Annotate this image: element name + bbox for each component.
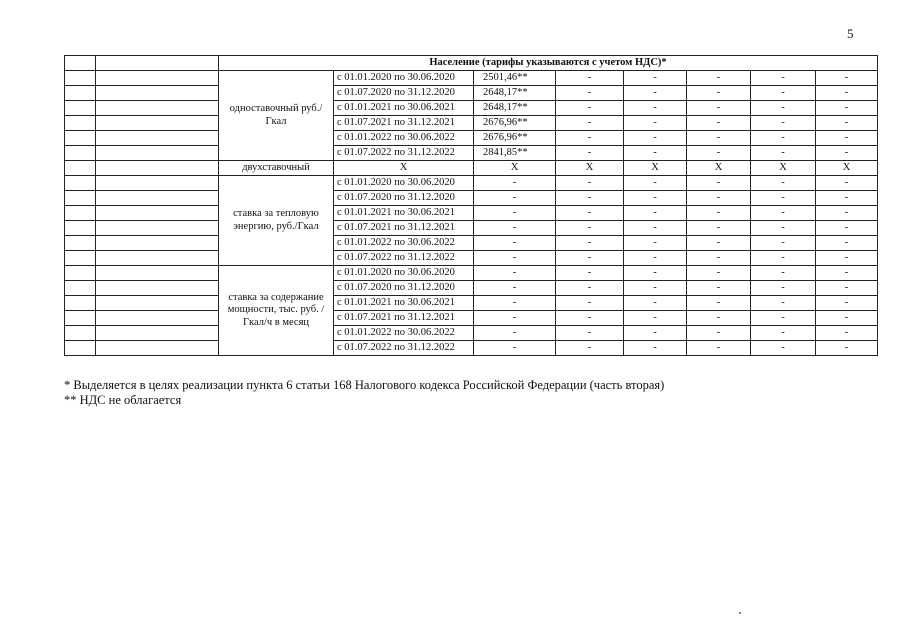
table-cell: -	[556, 146, 624, 161]
period-cell: с 01.01.2020 по 30.06.2020	[334, 71, 474, 86]
table-cell: -	[624, 131, 687, 146]
tariff-value-cell: 2676,96**	[474, 131, 556, 146]
table-cell: -	[816, 326, 878, 341]
table-cell: -	[624, 251, 687, 266]
category-label: ставка за содержание мощности, тыс. руб. /Гкал/ч в месяц	[219, 266, 334, 356]
table-row	[65, 146, 878, 161]
table-cell-blank	[96, 131, 219, 146]
tariff-value-cell: 2648,17**	[474, 101, 556, 116]
table-row	[65, 116, 878, 131]
footnote: * Выделяется в целях реализации пункта 6 статьи 168 Налогового кодекса Российской Федерации (часть вторая)	[64, 378, 665, 392]
table-cell: X	[816, 161, 878, 176]
category-label: двухставочный	[219, 161, 334, 176]
table-cell-blank	[65, 101, 96, 116]
table-cell: -	[816, 146, 878, 161]
table-cell: -	[556, 296, 624, 311]
period-cell: с 01.07.2020 по 31.12.2020	[334, 281, 474, 296]
period-cell: с 01.07.2021 по 31.12.2021	[334, 221, 474, 236]
table-cell-blank	[96, 206, 219, 221]
table-cell: -	[624, 116, 687, 131]
table-cell: -	[687, 116, 751, 131]
tariff-value-cell: -	[474, 296, 556, 311]
table-cell: -	[687, 131, 751, 146]
table-cell: -	[816, 221, 878, 236]
table-cell: -	[687, 71, 751, 86]
table-cell-blank	[65, 116, 96, 131]
table-row	[65, 236, 878, 251]
tariff-table-body	[65, 56, 878, 356]
table-cell: -	[556, 131, 624, 146]
period-cell: с 01.01.2022 по 30.06.2022	[334, 326, 474, 341]
table-cell: -	[816, 86, 878, 101]
table-cell-blank	[65, 191, 96, 206]
table-cell: -	[816, 341, 878, 356]
table-row	[65, 326, 878, 341]
table-cell: X	[556, 161, 624, 176]
table-cell: -	[687, 176, 751, 191]
period-cell: с 01.07.2022 по 31.12.2022	[334, 146, 474, 161]
table-cell-blank	[65, 281, 96, 296]
period-cell: с 01.07.2020 по 31.12.2020	[334, 86, 474, 101]
table-cell: -	[687, 86, 751, 101]
table-cell: -	[816, 236, 878, 251]
table-cell: -	[751, 266, 816, 281]
table-cell: -	[556, 176, 624, 191]
table-cell-blank	[65, 251, 96, 266]
table-cell: -	[624, 326, 687, 341]
period-cell: с 01.07.2020 по 31.12.2020	[334, 191, 474, 206]
table-cell: -	[751, 191, 816, 206]
table-cell: -	[751, 281, 816, 296]
table-cell: -	[556, 326, 624, 341]
table-cell: -	[556, 71, 624, 86]
table-cell: -	[751, 296, 816, 311]
table-row	[65, 281, 878, 296]
table-cell: -	[687, 206, 751, 221]
tariff-value-cell: 2841,85**	[474, 146, 556, 161]
table-cell-blank	[96, 251, 219, 266]
table-cell: -	[687, 326, 751, 341]
table-cell: -	[687, 266, 751, 281]
period-cell: с 01.07.2022 по 31.12.2022	[334, 341, 474, 356]
table-cell: -	[816, 71, 878, 86]
period-cell: с 01.01.2021 по 30.06.2021	[334, 206, 474, 221]
table-row	[65, 86, 878, 101]
table-cell-blank	[96, 236, 219, 251]
table-cell-blank	[96, 311, 219, 326]
table-cell-blank	[96, 221, 219, 236]
table-cell: -	[624, 176, 687, 191]
table-cell: -	[687, 296, 751, 311]
period-cell: с 01.01.2021 по 30.06.2021	[334, 296, 474, 311]
table-cell-blank	[65, 311, 96, 326]
period-cell: с 01.07.2021 по 31.12.2021	[334, 116, 474, 131]
table-cell: -	[624, 311, 687, 326]
table-row	[65, 176, 878, 191]
table-row	[65, 191, 878, 206]
table-cell: -	[556, 311, 624, 326]
table-cell: -	[816, 311, 878, 326]
table-cell-blank	[65, 146, 96, 161]
table-cell-blank	[96, 116, 219, 131]
table-cell-blank	[96, 176, 219, 191]
table-cell-blank	[96, 101, 219, 116]
table-cell-blank	[65, 341, 96, 356]
table-cell: -	[687, 341, 751, 356]
period-cell: с 01.07.2022 по 31.12.2022	[334, 251, 474, 266]
table-header-row	[65, 56, 878, 71]
table-cell-blank	[96, 296, 219, 311]
table-cell: -	[624, 191, 687, 206]
table-cell: -	[556, 266, 624, 281]
table-cell: -	[816, 251, 878, 266]
table-cell-blank	[65, 71, 96, 86]
table-cell: -	[624, 266, 687, 281]
table-cell: -	[751, 326, 816, 341]
table-cell: -	[624, 86, 687, 101]
table-cell: -	[687, 221, 751, 236]
footnotes	[64, 378, 664, 408]
table-cell: -	[624, 221, 687, 236]
period-cell: с 01.01.2022 по 30.06.2022	[334, 236, 474, 251]
table-cell-blank	[65, 131, 96, 146]
table-cell: -	[816, 101, 878, 116]
table-cell: -	[751, 311, 816, 326]
table-cell: -	[556, 86, 624, 101]
table-cell-blank	[65, 236, 96, 251]
period-cell: с 01.01.2020 по 30.06.2020	[334, 266, 474, 281]
tariff-value-cell: -	[474, 191, 556, 206]
table-row-two-part	[65, 161, 878, 176]
table-cell: -	[816, 281, 878, 296]
table-cell: -	[556, 221, 624, 236]
page-number: 5	[847, 26, 854, 41]
table-cell: -	[556, 341, 624, 356]
table-cell-blank	[65, 176, 96, 191]
table-cell: -	[556, 101, 624, 116]
table-cell: -	[751, 236, 816, 251]
table-cell: -	[751, 341, 816, 356]
table-row	[65, 101, 878, 116]
table-row	[65, 311, 878, 326]
table-row	[65, 221, 878, 236]
period-cell: с 01.01.2020 по 30.06.2020	[334, 176, 474, 191]
table-cell: -	[687, 281, 751, 296]
table-cell-blank	[96, 341, 219, 356]
table-cell-blank	[65, 296, 96, 311]
tariff-value-cell: 2676,96**	[474, 116, 556, 131]
table-cell: -	[624, 206, 687, 221]
table-cell: X	[687, 161, 751, 176]
table-cell: -	[751, 221, 816, 236]
table-cell-blank	[96, 56, 219, 71]
table-cell: -	[816, 206, 878, 221]
table-row	[65, 131, 878, 146]
table-cell: -	[816, 266, 878, 281]
table-cell: -	[624, 236, 687, 251]
table-cell: -	[751, 251, 816, 266]
table-cell: -	[556, 116, 624, 131]
table-cell-blank	[96, 86, 219, 101]
table-cell: -	[556, 251, 624, 266]
table-cell: -	[751, 131, 816, 146]
table-row	[65, 296, 878, 311]
period-cell: с 01.01.2021 по 30.06.2021	[334, 101, 474, 116]
table-cell-blank	[96, 281, 219, 296]
table-cell: -	[556, 236, 624, 251]
table-cell: -	[687, 251, 751, 266]
table-cell: -	[751, 116, 816, 131]
table-cell: X	[474, 161, 556, 176]
table-cell-blank	[96, 191, 219, 206]
tariff-value-cell: -	[474, 326, 556, 341]
tariff-value-cell: 2501,46**	[474, 71, 556, 86]
table-row	[65, 251, 878, 266]
table-row	[65, 266, 878, 281]
table-cell: -	[816, 176, 878, 191]
table-cell: -	[624, 341, 687, 356]
table-cell: -	[687, 146, 751, 161]
table-cell-blank	[65, 326, 96, 341]
tariff-table	[64, 55, 878, 356]
category-label: одноставочный руб./Гкал	[219, 71, 334, 161]
table-cell: -	[751, 206, 816, 221]
table-cell: X	[751, 161, 816, 176]
table-cell: -	[624, 296, 687, 311]
tariff-value-cell: -	[474, 236, 556, 251]
tariff-value-cell: -	[474, 206, 556, 221]
tariff-value-cell: -	[474, 311, 556, 326]
table-cell: X	[624, 161, 687, 176]
scan-artifact-dot	[739, 612, 741, 614]
table-row	[65, 206, 878, 221]
table-cell-blank	[96, 266, 219, 281]
table-cell: -	[816, 296, 878, 311]
tariff-value-cell: -	[474, 341, 556, 356]
table-row	[65, 71, 878, 86]
table-cell-blank	[65, 56, 96, 71]
table-cell: -	[751, 86, 816, 101]
table-cell-blank	[65, 206, 96, 221]
tariff-value-cell: -	[474, 251, 556, 266]
footnote: ** НДС не облагается	[64, 393, 182, 407]
table-cell-blank	[65, 86, 96, 101]
table-cell: -	[687, 101, 751, 116]
tariff-value-cell: -	[474, 281, 556, 296]
table-cell: -	[624, 146, 687, 161]
period-cell: с 01.07.2021 по 31.12.2021	[334, 311, 474, 326]
table-cell: -	[624, 71, 687, 86]
table-row	[65, 341, 878, 356]
period-cell: с 01.01.2022 по 30.06.2022	[334, 131, 474, 146]
table-cell: X	[334, 161, 474, 176]
tariff-value-cell: 2648,17**	[474, 86, 556, 101]
table-cell: -	[687, 311, 751, 326]
table-cell: -	[751, 101, 816, 116]
table-cell-blank	[96, 146, 219, 161]
table-cell-blank	[96, 161, 219, 176]
table-cell: -	[624, 101, 687, 116]
tariff-value-cell: -	[474, 176, 556, 191]
table-cell: -	[751, 71, 816, 86]
table-header-title: Население (тарифы указываются с учетом НДС)*	[219, 56, 878, 71]
table-cell-blank	[65, 266, 96, 281]
category-label: ставка за тепловую энергию, руб./Гкал	[219, 176, 334, 266]
tariff-value-cell: -	[474, 221, 556, 236]
table-cell: -	[751, 176, 816, 191]
table-cell: -	[556, 191, 624, 206]
table-cell: -	[816, 131, 878, 146]
table-cell: -	[556, 206, 624, 221]
table-cell-blank	[65, 221, 96, 236]
table-cell: -	[816, 191, 878, 206]
table-cell: -	[687, 236, 751, 251]
table-cell: -	[624, 281, 687, 296]
table-cell-blank	[65, 161, 96, 176]
table-cell: -	[687, 191, 751, 206]
table-cell-blank	[96, 326, 219, 341]
table-cell-blank	[96, 71, 219, 86]
tariff-value-cell: -	[474, 266, 556, 281]
table-cell: -	[556, 281, 624, 296]
table-cell: -	[816, 116, 878, 131]
table-cell: -	[751, 146, 816, 161]
